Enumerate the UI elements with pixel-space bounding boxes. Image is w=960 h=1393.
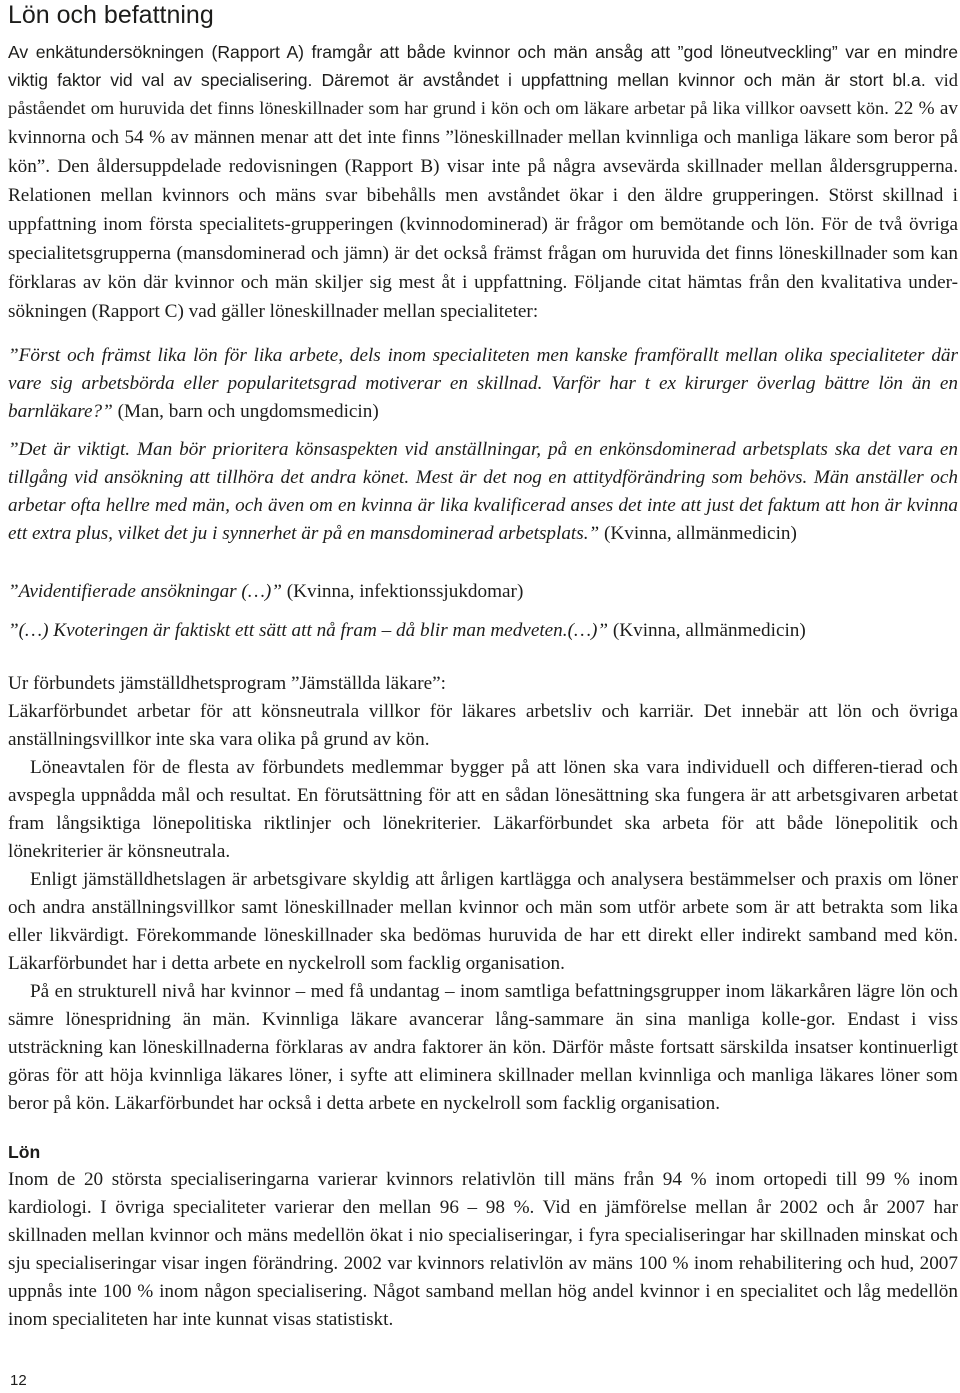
page-number: 12 xyxy=(10,1372,27,1389)
quote-4 xyxy=(8,617,958,645)
quote-text: ”Det är viktigt. Man bör prioritera könsaspekten vid anställningar, på en enkönsdominerad arbetsplats ska det vara en tillgång vid ansökning att tillhöra det andra könet. Mest är det nog en attitydförändring som behövs. Män anställer och arbetar ofta hellre med män, och även om en kvinna är lika kvalificerad anses det inte att just det faktum att hon är kvinna ett extra plus, vilket det ju i synnerhet är på en mansdominerad arbetsplats.” xyxy=(8,439,958,544)
program-paragraph-2: Löneavtalen för de flesta av förbundets medlemmar bygger på att lönen ska vara individuell och differen-tierad och avspegla uppnådda mål och resultat. En förutsättning för att en sådan lönesättning ska fungera är att arbetsgivaren arbetat fram långsiktiga lönepolitiska riktlinjer och lönekriterier. Läkarförbundet ska arbeta för att både lönepolitik och lönekriterier är könsneutrala. xyxy=(8,757,958,862)
page-title: Lön och befattning xyxy=(8,1,214,29)
program-paragraph-1: Läkarförbundet arbetar för att könsneutrala villkor för läkares arbetsliv och karriär. Det innebär att lön och övriga anställningsvillkor inte ska vara olika på grund av kön. xyxy=(8,701,958,750)
intro-paragraph xyxy=(8,38,958,326)
lon-section xyxy=(8,1138,958,1334)
quote-3 xyxy=(8,578,958,606)
quote-source: (Kvinna, allmänmedicin) xyxy=(599,523,797,544)
lon-heading: Lön xyxy=(8,1142,41,1162)
quote-text: ”(…) Kvoteringen är faktiskt ett sätt att nå fram – då blir man medveten.(…)” xyxy=(8,620,609,641)
quote-1 xyxy=(8,342,958,426)
quote-source: (Kvinna, allmänmedicin) xyxy=(608,620,806,641)
quote-2 xyxy=(8,436,958,548)
program-section xyxy=(8,670,958,1118)
quote-text: ”Först och främst lika lön för lika arbete, dels inom specialiteten men kanske framförallt mellan olika specialiteter där vare sig arbetsbörda eller popularitetsgrad motiverar en skillnad. Varför har t ex kirurger överlag bättre lön än en barnläkare?” xyxy=(8,345,958,422)
program-paragraph-4: På en strukturell nivå har kvinnor – med få undantag – inom samtliga befattningsgrupper inom läkarkåren lägre lön och sämre lönespridning än män. Kvinnliga läkare avancerar lång-sammare än sina manliga kolle-gor. Endast i viss utsträckning kan löneskillnaderna förklaras av andra faktorer än kön. Därför måste fortsatt särskilda insatser kontinuerligt göras för att höja kvinnliga läkares löner, i syfte att eliminera skillnader mellan kvinnliga och manliga läkares löner som beror på kön. Läkarförbundet har också i detta arbete en nyckelroll som facklig organisation. xyxy=(8,981,958,1114)
program-paragraph-3: Enligt jämställdhetslagen är arbetsgivare skyldig att årligen kartlägga och analysera bestämmelser och praxis om löner och andra anställningsvillkor samt löneskillnader mellan kvinnor och män som utför arbete som är att betrakta som lika eller likvärdigt. Förekommande löneskillnader ska bedömas huruvida de har ett direkt eller indirekt samband med kön. Läkarförbundet har i detta arbete en nyckelroll som facklig organisation. xyxy=(8,869,958,974)
quote-source: (Man, barn och ungdomsmedicin) xyxy=(112,401,379,422)
intro-serif-text: 22 % av kvinnorna och 54 % av männen menar att det inte finns ”löneskillnader mellan kvinnliga och manliga läkare som beror på kön”. Den åldersuppdelade redovisningen (Rapport B) visar inte på några avsevärda skillnader mellan åldersgrupperna. Relationen mellan kvinnors och mäns svar bibehålls men avståndet ökar i den äldre grupperingen. Störst skillnad i uppfattning inom första specialitets-grupperingen (kvinnodominerad) är frågor om bemötande och lön. För de två övriga specialitetsgrupperna (mansdominerad och jämn) är det också främst frågan om huruvida det finns löneskillnader som kan förklaras av kön där kvinnor och män skiljer sig mest åt i uppfattning. Följande citat hämtas från den kvalitativa under-sökningen (Rapport C) vad gäller löneskillnader mellan specialiteter: xyxy=(8,98,959,322)
intro-sans-text: Av enkätundersökningen (Rapport A) framgår att både kvinnor och män ansåg att ”god löneutveckling” var en mindre viktig faktor vid val av specialisering. Däremot är avståndet i uppfattning mellan kvinnor och män är stort bl.a. xyxy=(8,42,958,90)
program-heading: Ur förbundets jämställdhetsprogram ”Jämställda läkare”: xyxy=(8,673,446,694)
quote-source: (Kvinna, infektionssjukdomar) xyxy=(281,581,524,602)
lon-paragraph: Inom de 20 största specialiseringarna varierar kvinnors relativlön till mäns från 94 % inom ortopedi till 99 % inom kardiologi. I övriga specialiteter varierar den mellan 96 – 98 %. Vid en jämförelse mellan år 2002 och år 2007 har skillnaden mellan kvinnor och mäns medellön ökat i nio specialiseringar, i fyra specialiseringar har skillnaden minskat och sju specialiseringar visar ingen förändring. 2002 var kvinnors relativlön av mäns 100 % inom rehabilitering och hud, 2007 uppnås inte 100 % inom någon specialisering. Något samband mellan hög andel kvinnor i en specialitet och låg medellön inom specialiteten har inte kunnat visas statistiskt. xyxy=(8,1169,958,1330)
quote-text: ”Avidentifierade ansökningar (…)” xyxy=(8,581,282,602)
intro-mixed-text: vid påståendet om huruvida det finns löneskillnader som har grund i kön och om läkare arbetar på lika villkor oavsett kön. xyxy=(8,70,958,118)
